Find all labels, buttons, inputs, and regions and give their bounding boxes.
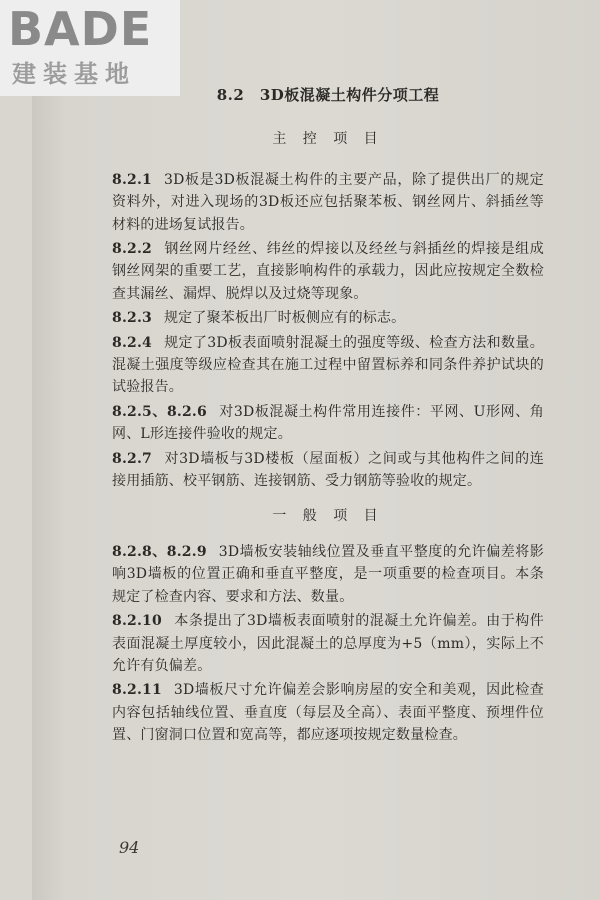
general-items-list (112, 541, 544, 747)
page-content (112, 84, 544, 749)
clause-text: 3D墙板尺寸允许偏差会影响房屋的安全和美观，因此检查内容包括轴线位置、垂直度（每层及全高）、表面平整度、预埋件位置、门窗洞口位置和宽高等，都应逐项按规定数量检查。 (112, 682, 544, 744)
clause-text: 对3D墙板与3D楼板（屋面板）之间或与其他构件之间的连接用插筋、校平钢筋、连接钢筋、受力钢筋等验收的规定。 (112, 450, 544, 490)
logo-word: BADE (8, 2, 153, 56)
clause-paragraph (112, 401, 544, 446)
clause-text: 对3D板混凝土构件常用连接件：平网、U形网、角网、L形连接件验收的规定。 (112, 403, 544, 443)
clause-text: 规定了聚苯板出厂时板侧应有的标志。 (163, 310, 406, 327)
page-number: 94 (119, 838, 140, 857)
clause-number: 8.2.1 (112, 171, 152, 188)
clause-text: 3D板是3D板混凝土构件的主要产品，除了提供出厂的规定资料外，对进入现场的3D板还应包括聚苯板、钢丝网片、斜插丝等材料的进场复试报告。 (112, 171, 544, 233)
clause-number: 8.2.7 (112, 450, 152, 467)
clause-text: 钢丝网片经丝、纬丝的焊接以及经丝与斜插丝的焊接是组成钢丝网架的重要工艺，直接影响构件的承载力，因此应按规定全数检查其漏丝、漏焊、脱焊以及过烧等现象。 (112, 241, 544, 302)
clause-number: 8.2.2 (112, 241, 152, 258)
main-control-heading: 主 控 项 目 (272, 131, 384, 148)
clause-paragraph (112, 238, 544, 305)
clause-number: 8.2.10 (112, 613, 162, 630)
clause-paragraph (112, 169, 544, 236)
clause-number: 8.2.8、8.2.9 (112, 543, 207, 560)
clause-text: 3D墙板安装轴线位置及垂直平整度的允许偏差将影响3D墙板的位置正确和垂直平整度，是一项重要的检查项目。本条规定了检查内容、要求和方法、数量。 (112, 543, 544, 605)
main-items-list (112, 169, 544, 493)
clause-paragraph (112, 679, 544, 746)
bade-logo (0, 0, 180, 96)
clause-paragraph (112, 332, 544, 399)
general-items-heading: 一 般 项 目 (272, 507, 384, 524)
logo-subtitle: 建装基地 (12, 60, 136, 88)
clause-number: 8.2.5、8.2.6 (112, 403, 207, 420)
clause-number: 8.2.3 (112, 310, 152, 327)
clause-text: 本条提出了3D墙板表面喷射的混凝土允许偏差。由于构件表面混凝土厚度较小，因此混凝土的总厚度为+5（mm），实际上不允许有负偏差。 (112, 613, 544, 674)
clause-number: 8.2.11 (112, 682, 162, 699)
clause-text: 规定了3D板表面喷射混凝土的强度等级、检查方法和数量。混凝土强度等级应检查其在施工过程中留置标养和同条件养护试块的试验报告。 (112, 334, 544, 396)
section-title: 8.2 3D板混凝土构件分项工程 (216, 86, 440, 104)
clause-paragraph (112, 448, 544, 493)
clause-paragraph (112, 307, 544, 329)
clause-paragraph (112, 610, 544, 677)
clause-paragraph (112, 541, 544, 608)
clause-number: 8.2.4 (112, 334, 152, 351)
